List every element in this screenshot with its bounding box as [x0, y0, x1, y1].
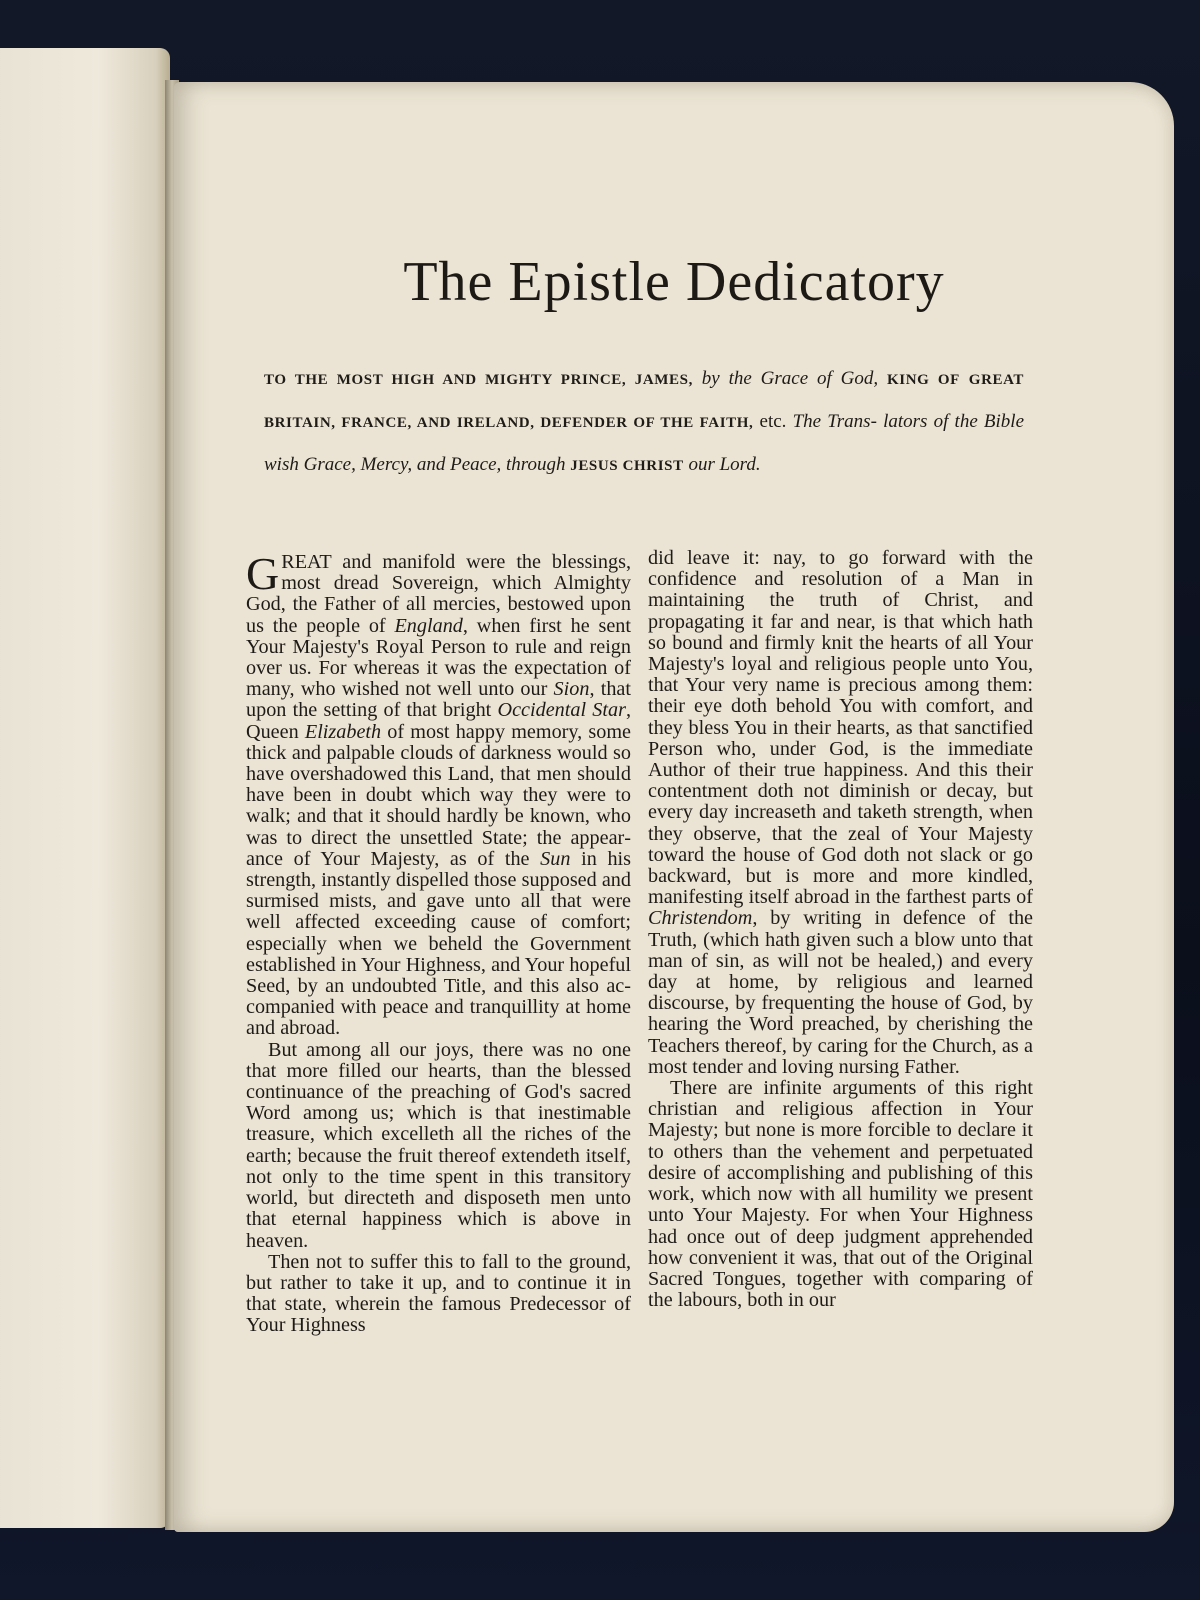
text-run: of most happy memory, some thick and palpable clouds of darkness would so have overshadowed this Land, that men should have been in doubt which way they were to walk; and that it should hardly be known, who was to direct the unsettled State; the appearance of Your Majesty, as of the [246, 720, 631, 870]
text-run: , by writing in defence of the Truth, (which hath given such a blow unto that man of sin, as will not be healed,) and every day at home, by religious and learned discourse, by frequenting the house of God, by hearing the Word preached, by cherishing the Teachers thereof, by caring for the Church, as a most tender and loving nursing Father. [648, 907, 1033, 1078]
dedication-line3-a: lators of the Bible wish Grace, Mercy, and Peace, through [264, 411, 1025, 475]
italic-run: Elizabeth [304, 720, 382, 743]
text-column-left [246, 548, 632, 1337]
dedication-line1-c: KING OF [887, 372, 960, 388]
text-run: , that upon the setting of that bright [246, 678, 631, 722]
italic-run: Occidental Star [497, 699, 626, 722]
book-page [174, 82, 1174, 1532]
italic-run: England [394, 614, 463, 637]
italic-run: Sun [540, 847, 571, 870]
paragraph: But among all our joys, there was no one that more filled our hearts, than the blessed continuance of the preaching of God's sacred Word among us; which is that inestimable treasure, which excelleth all the riches of the earth; because the fruit thereof extendeth itself, not only to the time spent in this transitory world, but directeth and disposeth men unto that eternal happiness which is above in heaven. [246, 1038, 631, 1252]
page-title: The Epistle Dedicatory [403, 251, 945, 313]
paragraph: Then not to suffer this to fall to the ground, but rather to take it up, and to continue it in that state, wherein the famous Predecessor of Your Highness [246, 1250, 631, 1337]
dedication-line2-c: The Trans- [792, 411, 877, 432]
paragraph [246, 548, 632, 1040]
dedication-heading [264, 358, 1024, 487]
dedication-line2-a: GREAT BRITAIN, FRANCE, AND IRELAND, DEFENDER OF THE FAITH, [264, 372, 1025, 431]
dedication-line3-b: JESUS CHRIST [570, 458, 684, 474]
italic-run: Sion [553, 678, 590, 701]
paragraph [648, 548, 1033, 1078]
text-run: in his strength, instantly dispelled those supposed and surmised mists, and gave unto all that were well affected exceeding cause of comfort; especially when we beheld the Government established in Your Highness, and Your hopeful Seed, by an undoubted Title, and this also accompanied with peace and tranquillity at home and abroad. [246, 847, 632, 1040]
text-run: , when first he sent Your Majesty's Royal Person to rule and reign over us. For whereas it was the expectation of many, who wished not well unto our [246, 614, 631, 701]
text-run: , Queen [246, 699, 631, 743]
drop-cap: G [246, 548, 280, 599]
dedication-line1-a: TO THE MOST HIGH AND MIGHTY PRINCE, JAMES, [264, 372, 693, 388]
dedication-line3-c: our Lord. [688, 454, 761, 475]
dedication-line2-b: etc. [759, 411, 787, 432]
text-column-right [648, 548, 1033, 1311]
dedication-line1-b: by the Grace of God, [701, 368, 879, 389]
italic-run: Christendom [648, 907, 753, 930]
paragraph: There are infinite arguments of this right christian and religious affection in Your Majesty; but none is more forcible to declare it to others than the vehement and perpetuated desire of accomplishing and publishing of this work, which now with all humility we present unto Your Majesty. For when Your Highness had once out of deep judgment apprehended how convenient it was, that out of the Original Sacred Tongues, together with comparing of the labours, both in our [648, 1077, 1033, 1312]
text-run: REAT and manifold were the blessings, most dread Sovereign, which Almighty God, the Father of all mercies, bestowed upon us the people of [246, 551, 631, 637]
text-run: did leave it: nay, to go forward with the confidence and resolution of a Man in maintaining the truth of Christ, and propagating it far and near, is that which hath so bound and firmly knit the hearts of all Your Majesty's loyal and religious people unto You, that Your very name is precious among them: their eye doth behold You with comfort, and they bless You in their hearts, as that sanctified Person who, under God, is the immediate Author of their true happiness. And this their contentment doth not diminish or decay, but every day increaseth and taketh strength, when they observe, that the zeal of Your Majesty toward the house of God doth not slack or go backward, but is more and more kindled, manifesting itself abroad in the farthest parts of [648, 547, 1033, 909]
facing-page-left [0, 48, 170, 1528]
